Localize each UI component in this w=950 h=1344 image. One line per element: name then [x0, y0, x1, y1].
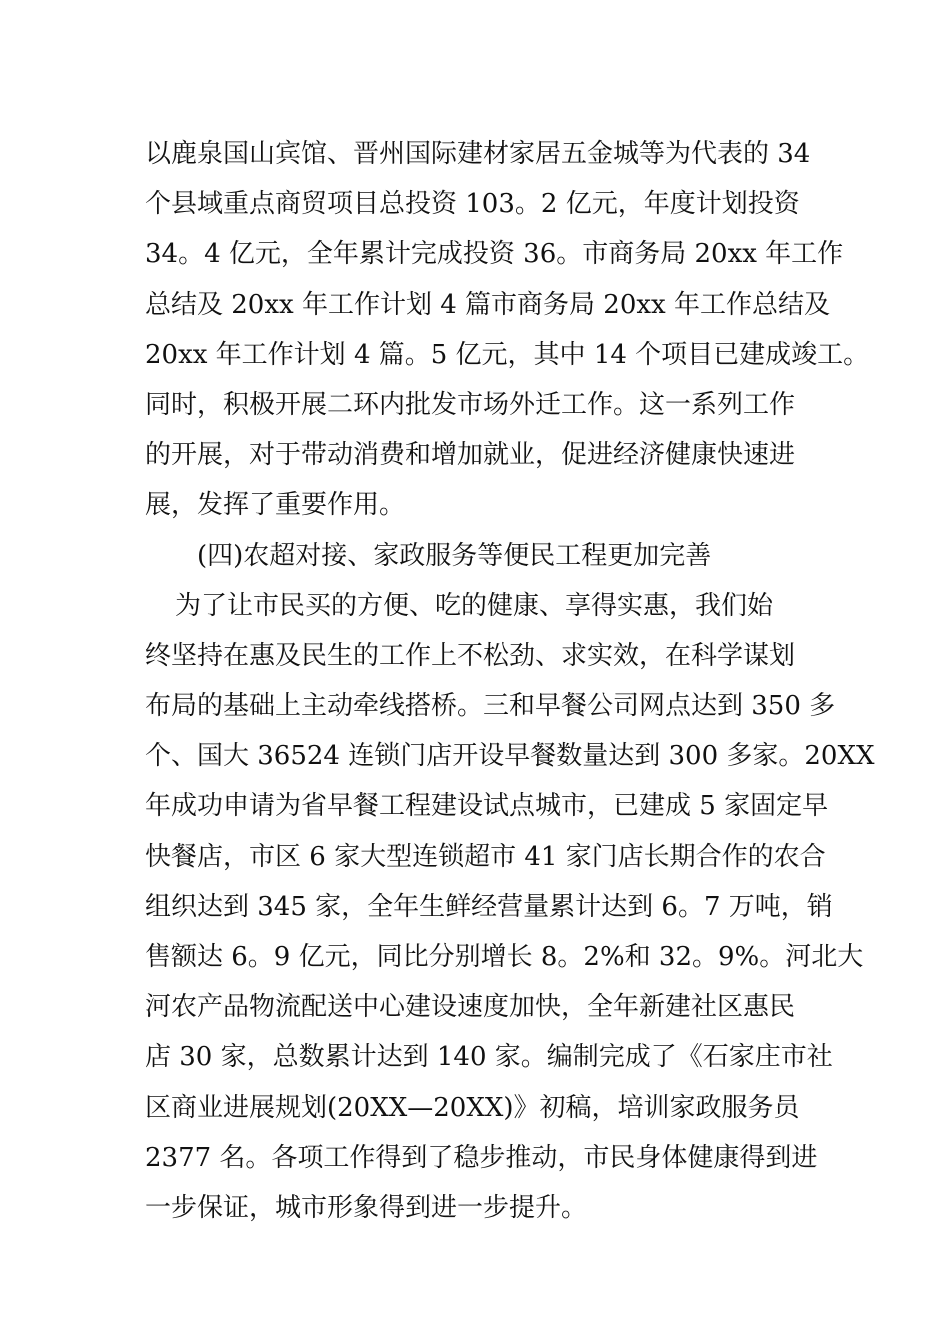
text-line: 同时，积极开展二环内批发市场外迁工作。这一系列工作	[145, 389, 796, 420]
text-line: 组织达到 345 家，全年生鲜经营量累计达到 6。7 万吨，销	[145, 891, 833, 922]
text-line: 一步保证，城市形象得到进一步提升。	[145, 1192, 588, 1223]
section-heading: (四)农超对接、家政服务等便民工程更加完善	[197, 540, 712, 571]
text-line: 2377 名。各项工作得到了稳步推动，市民身体健康得到进	[145, 1142, 818, 1173]
text-line: 以鹿泉国山宾馆、晋州国际建材家居五金城等为代表的 34	[145, 139, 811, 169]
text-line: 售额达 6。9 亿元，同比分别增长 8。2%和 32。9%。河北大	[145, 942, 864, 972]
text-line: 20xx 年工作计划 4 篇。5 亿元，其中 14 个项目已建成竣工。	[145, 339, 870, 370]
text-line: 区商业进展规划(20XX—20XX)》初稿，培训家政服务员	[145, 1092, 800, 1123]
text-line: 快餐店，市区 6 家大型连锁超市 41 家门店长期合作的农合	[145, 841, 826, 872]
text-line: 布局的基础上主动牵线搭桥。三和早餐公司网点达到 350 多	[145, 691, 836, 722]
document-body	[145, 129, 875, 1233]
text-line: 34。4 亿元，全年累计完成投资 36。市商务局 20xx 年工作	[145, 239, 844, 270]
text-line: 店 30 家，总数累计达到 140 家。编制完成了《石家庄市社	[145, 1042, 833, 1073]
text-line: 终坚持在惠及民生的工作上不松劲、求实效，在科学谋划	[145, 640, 796, 671]
text-line: 河农产品物流配送中心建设速度加快，全年新建社区惠民	[145, 992, 796, 1023]
text-line: 总结及 20xx 年工作计划 4 篇市商务局 20xx 年工作总结及	[145, 289, 830, 320]
text-line: 展，发挥了重要作用。	[145, 490, 406, 521]
text-line: 年成功申请为省早餐工程建设试点城市，已建成 5 家固定早	[145, 791, 829, 822]
text-line: 的开展，对于带动消费和增加就业，促进经济健康快速进	[145, 440, 796, 471]
text-line: 个县域重点商贸项目总投资 103。2 亿元，年度计划投资	[145, 189, 800, 220]
text-line: 为了让市民买的方便、吃的健康、享得实惠，我们始	[175, 590, 774, 621]
text-line: 个、国大 36524 连锁门店开设早餐数量达到 300 多家。20XX	[145, 741, 875, 772]
